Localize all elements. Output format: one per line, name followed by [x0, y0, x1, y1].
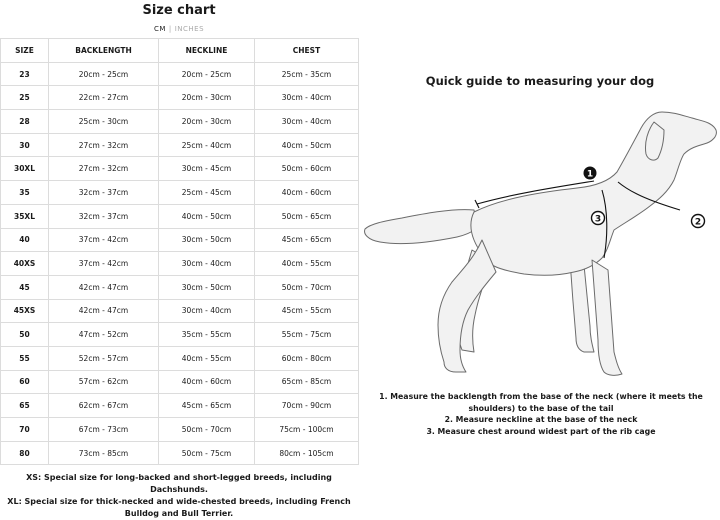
cell-chest: 55cm - 75cm [255, 323, 359, 347]
cell-neckline: 20cm - 30cm [159, 110, 255, 134]
unit-inches-option[interactable]: INCHES [174, 25, 205, 33]
table-row [1, 370, 359, 394]
cell-size: 30 [1, 133, 49, 157]
cell-size: 60 [1, 370, 49, 394]
unit-cm-option[interactable]: CM [153, 25, 166, 33]
cell-chest: 30cm - 40cm [255, 110, 359, 134]
cell-backlength: 20cm - 25cm [49, 62, 159, 86]
cell-backlength: 42cm - 47cm [49, 299, 159, 323]
cell-size: 50 [1, 323, 49, 347]
cell-neckline: 45cm - 65cm [159, 394, 255, 418]
cell-backlength: 27cm - 32cm [49, 133, 159, 157]
measure-marker-1 [584, 167, 597, 180]
cell-neckline: 35cm - 55cm [159, 323, 255, 347]
cell-backlength: 42cm - 47cm [49, 275, 159, 299]
table-header-row [1, 39, 359, 63]
column-header-backlength: BACKLENGTH [49, 39, 159, 63]
cell-neckline: 30cm - 50cm [159, 228, 255, 252]
table-row [1, 323, 359, 347]
cell-size: 28 [1, 110, 49, 134]
cell-neckline: 30cm - 50cm [159, 275, 255, 299]
unit-toggle [0, 25, 358, 33]
table-row [1, 62, 359, 86]
cell-backlength: 27cm - 32cm [49, 157, 159, 181]
dog-near-front-leg [592, 260, 622, 375]
cell-neckline: 20cm - 25cm [159, 62, 255, 86]
cell-size: 35 [1, 181, 49, 205]
cell-neckline: 30cm - 40cm [159, 299, 255, 323]
cell-backlength: 37cm - 42cm [49, 228, 159, 252]
table-row [1, 110, 359, 134]
table-row [1, 394, 359, 418]
cell-backlength: 25cm - 30cm [49, 110, 159, 134]
cell-size: 70 [1, 418, 49, 442]
cell-size: 23 [1, 62, 49, 86]
cell-neckline: 50cm - 70cm [159, 418, 255, 442]
cell-backlength: 32cm - 37cm [49, 204, 159, 228]
cell-size: 40 [1, 228, 49, 252]
cell-chest: 30cm - 40cm [255, 86, 359, 110]
cell-neckline: 30cm - 45cm [159, 157, 255, 181]
cell-chest: 80cm - 105cm [255, 441, 359, 465]
cell-backlength: 32cm - 37cm [49, 181, 159, 205]
cell-backlength: 37cm - 42cm [49, 252, 159, 276]
cell-backlength: 62cm - 67cm [49, 394, 159, 418]
cell-neckline: 50cm - 75cm [159, 441, 255, 465]
table-row [1, 299, 359, 323]
cell-chest: 60cm - 80cm [255, 346, 359, 370]
cell-backlength: 22cm - 27cm [49, 86, 159, 110]
cell-neckline: 25cm - 45cm [159, 181, 255, 205]
cell-chest: 50cm - 60cm [255, 157, 359, 181]
table-row [1, 157, 359, 181]
cell-neckline: 40cm - 55cm [159, 346, 255, 370]
svg-text:1: 1 [586, 169, 594, 180]
cell-backlength: 73cm - 85cm [49, 441, 159, 465]
dog-near-hind-leg [438, 240, 496, 372]
size-notes [0, 472, 358, 520]
step-3-text: 3. Measure chest around widest part of the rib cage [426, 426, 656, 436]
dog-tail [365, 210, 478, 244]
cell-chest: 50cm - 70cm [255, 275, 359, 299]
table-row [1, 275, 359, 299]
cell-backlength: 67cm - 73cm [49, 418, 159, 442]
cell-size: 45 [1, 275, 49, 299]
table-row [1, 346, 359, 370]
cell-size: 45XS [1, 299, 49, 323]
cell-size: 40XS [1, 252, 49, 276]
column-header-size: SIZE [1, 39, 49, 63]
unit-separator: | [168, 25, 172, 33]
table-row [1, 228, 359, 252]
cell-size: 25 [1, 86, 49, 110]
cell-size: 65 [1, 394, 49, 418]
dog-far-front-leg [570, 260, 594, 352]
table-row [1, 204, 359, 228]
table-row [1, 133, 359, 157]
cell-size: 80 [1, 441, 49, 465]
dog-body [471, 112, 716, 275]
size-table [0, 38, 359, 465]
cell-neckline: 40cm - 60cm [159, 370, 255, 394]
guide-title: Quick guide to measuring your dog [425, 74, 655, 88]
cell-backlength: 57cm - 62cm [49, 370, 159, 394]
table-row [1, 181, 359, 205]
cell-chest: 25cm - 35cm [255, 62, 359, 86]
svg-text:3: 3 [594, 214, 602, 225]
table-row [1, 252, 359, 276]
measure-marker-3 [592, 212, 605, 225]
note-xl: XL: Special size for thick-necked and wide-chested breeds, including French Bulldog and Bull Terrier. [7, 497, 351, 518]
cell-size: 30XL [1, 157, 49, 181]
note-xs: XS: Special size for long-backed and short-legged breeds, including Dachshunds. [26, 473, 332, 494]
cell-neckline: 30cm - 40cm [159, 252, 255, 276]
cell-size: 35XL [1, 204, 49, 228]
dog-outline-illustration [362, 100, 718, 380]
cell-chest: 65cm - 85cm [255, 370, 359, 394]
cell-chest: 45cm - 55cm [255, 299, 359, 323]
table-row [1, 418, 359, 442]
size-chart-title: Size chart [142, 3, 216, 18]
svg-text:2: 2 [694, 217, 702, 228]
table-row [1, 441, 359, 465]
cell-neckline: 20cm - 30cm [159, 86, 255, 110]
measuring-steps [364, 391, 718, 437]
cell-backlength: 52cm - 57cm [49, 346, 159, 370]
cell-chest: 45cm - 65cm [255, 228, 359, 252]
cell-neckline: 40cm - 50cm [159, 204, 255, 228]
cell-chest: 40cm - 55cm [255, 252, 359, 276]
cell-backlength: 47cm - 52cm [49, 323, 159, 347]
cell-chest: 50cm - 65cm [255, 204, 359, 228]
cell-chest: 40cm - 50cm [255, 133, 359, 157]
step-2-text: 2. Measure neckline at the base of the neck [444, 415, 638, 424]
step-1-text: 1. Measure the backlength from the base of the neck (where it meets the shoulders) to the base of the tail [379, 392, 703, 413]
column-header-neckline: NECKLINE [159, 39, 255, 63]
measure-marker-2 [692, 215, 705, 228]
cell-size: 55 [1, 346, 49, 370]
table-row [1, 86, 359, 110]
cell-chest: 70cm - 90cm [255, 394, 359, 418]
cell-neckline: 25cm - 40cm [159, 133, 255, 157]
column-header-chest: CHEST [255, 39, 359, 63]
cell-chest: 40cm - 60cm [255, 181, 359, 205]
cell-chest: 75cm - 100cm [255, 418, 359, 442]
